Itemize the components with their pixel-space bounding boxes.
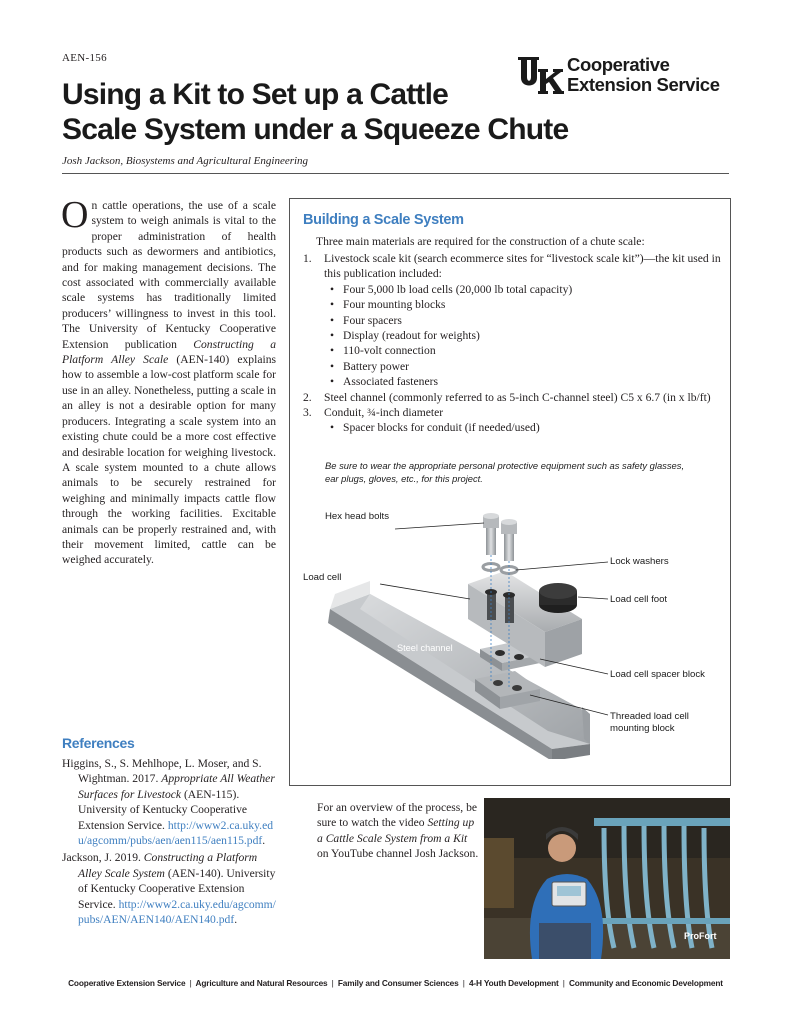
reference-item bbox=[62, 850, 276, 927]
materials-item-2 bbox=[303, 390, 723, 405]
item-text: Steel channel (commonly referred to as 5-inch C-channel steel) C5 x 6.7 (in x lb/ft) bbox=[324, 390, 711, 404]
lock-washers-shape bbox=[483, 564, 517, 574]
list-item: • Four 5,000 lb load cells (20,000 lb total capacity) bbox=[324, 282, 723, 297]
item-number: 3. bbox=[303, 406, 312, 420]
label-load-cell: Load cell bbox=[303, 572, 342, 583]
label-mounting-block-line-1: Threaded load cell bbox=[610, 711, 689, 722]
hex-bolts-shape bbox=[483, 513, 517, 561]
chute-scale-photo bbox=[484, 798, 730, 959]
item-number: 1. bbox=[303, 252, 312, 265]
footer-separator: | bbox=[462, 978, 465, 988]
reference-end: . bbox=[262, 834, 266, 848]
ppe-note: Be sure to wear the appropriate personal protective equipment such as safety glasses, ear plugs, gloves, etc., for this project. bbox=[325, 460, 685, 484]
sidebar-heading: Building a Scale System bbox=[303, 212, 464, 228]
footer-org: Cooperative Extension Service bbox=[68, 978, 186, 988]
intro-text-2: (AEN-140) explains how to assemble a low-cost platform scale for use in an alley. Nonetheless, putting a scale in an alley is not a desirable option for many producers. Integrating a scale system into an existing chute could be a more cost effective and desirable location for weighing livestock. A scale system mounted to a chute allows animals to be securely restrained for weighing and minimally impacts cattle flow through the working facilities. Excitable animals can be properly restrained and, with their movement limited, cattle can be weighed accurately. bbox=[62, 353, 276, 567]
list-item: • Display (readout for weights) bbox=[324, 328, 723, 343]
materials-item-3 bbox=[303, 405, 723, 436]
footer-program: 4-H Youth Development bbox=[468, 978, 559, 988]
materials-item-1 bbox=[303, 251, 723, 390]
reference-authors: Jackson, J. 2019. bbox=[62, 851, 144, 865]
list-item: • 110-volt connection bbox=[324, 343, 723, 358]
label-mounting-block bbox=[610, 711, 689, 735]
item-text: Conduit, ¾-inch diameter bbox=[324, 406, 444, 420]
label-mounting-block-line-2: mounting block bbox=[610, 723, 675, 734]
item-text: Livestock scale kit (search ecommerce sites for “livestock scale kit”)—the kit used in this publication included: bbox=[324, 252, 721, 281]
uk-extension-logo bbox=[517, 55, 737, 99]
label-hex-head-bolts: Hex head bolts bbox=[325, 511, 389, 522]
reference-link[interactable]: http://www2.ca.uky.edu/agcomm/pubs/aen/aen115/aen115.pdf bbox=[78, 818, 274, 848]
footer-bar bbox=[0, 978, 791, 988]
photo-illustration bbox=[484, 798, 730, 959]
reference-authors: Higgins, S., S. Mehlhope, L. Moser, and S. Wightman. 2017. bbox=[62, 757, 262, 786]
list-item: • Four mounting blocks bbox=[324, 297, 723, 312]
footer-separator: | bbox=[189, 978, 192, 988]
materials-list bbox=[303, 251, 723, 436]
list-item: • Spacer blocks for conduit (if needed/used) bbox=[324, 420, 723, 435]
video-title: Setting up a Cattle Scale System from a Kit bbox=[317, 816, 475, 845]
footer-program: Family and Consumer Sciences bbox=[337, 978, 459, 988]
scale-assembly-diagram bbox=[290, 499, 730, 759]
load-cell-foot-shape bbox=[539, 583, 577, 613]
logo-wordmark bbox=[567, 55, 720, 95]
footer-program: Agriculture and Natural Resources bbox=[195, 978, 328, 988]
item-number: 2. bbox=[303, 390, 312, 404]
title-line-1: Using a Kit to Set up a Cattle bbox=[62, 78, 449, 111]
video-note bbox=[317, 800, 479, 862]
uk-logo-icon bbox=[517, 55, 565, 97]
list-item: • Four spacers bbox=[324, 313, 723, 328]
publication-number: AEN-156 bbox=[62, 52, 107, 64]
reference-end: . bbox=[234, 913, 238, 927]
page-title bbox=[62, 77, 582, 147]
intro-paragraph bbox=[61, 194, 277, 568]
kit-contents-list bbox=[324, 282, 723, 390]
reference-link[interactable]: http://www2.ca.uky.edu/agcomm/pubs/AEN/AEN140/AEN140.pdf bbox=[78, 897, 276, 927]
reference-title: Constructing a Platform Alley Scale System bbox=[78, 851, 258, 880]
label-load-cell-foot: Load cell foot bbox=[610, 594, 668, 605]
video-text-2: on YouTube channel Josh Jackson. bbox=[317, 847, 479, 861]
footer-separator: | bbox=[562, 978, 565, 988]
author-line: Josh Jackson, Biosystems and Agricultural Engineering bbox=[62, 155, 309, 167]
footer-program: Community and Economic Development bbox=[568, 978, 723, 988]
list-item: • Battery power bbox=[324, 359, 723, 374]
intro-pub-title: Constructing a Platform Alley Scale bbox=[62, 337, 277, 367]
label-lock-washers: Lock washers bbox=[610, 556, 669, 567]
reference-item bbox=[62, 756, 276, 848]
conduit-list bbox=[324, 420, 723, 435]
title-line-2: Scale System under a Squeeze Chute bbox=[62, 113, 569, 146]
header-divider bbox=[62, 173, 729, 174]
label-spacer-block: Load cell spacer block bbox=[610, 669, 705, 680]
references-list bbox=[62, 756, 276, 929]
footer-separator: | bbox=[331, 978, 334, 988]
sidebar-intro: Three main materials are required for the construction of a chute scale: bbox=[316, 235, 645, 248]
reference-title: Appropriate All Weather Surfaces for Livestock bbox=[78, 772, 275, 801]
list-item: • Associated fasteners bbox=[324, 374, 723, 389]
svg-text:ProFort: ProFort bbox=[684, 931, 717, 941]
references-heading: References bbox=[62, 735, 135, 751]
video-text-1: For an overview of the process, be sure to watch the video bbox=[317, 801, 478, 830]
building-scale-sidebar bbox=[289, 198, 731, 786]
logo-line-1: Cooperative bbox=[567, 54, 670, 75]
logo-line-2: Extension Service bbox=[567, 74, 720, 95]
reference-details: (AEN-115). University of Kentucky Cooperative Extension Service. bbox=[78, 787, 248, 832]
intro-text-1: n cattle operations, the use of a scale system to weigh animals is vital to the proper administration of health products such as dewormers and antibiotics, and for making management decisions. The cost associated with commercially available scale systems has traditionally limited producers’ willingness to invest in this tool. The University of Kentucky Cooperative Extension publication bbox=[62, 199, 276, 351]
label-steel-channel: Steel channel bbox=[397, 643, 453, 653]
reference-details: (AEN-140). University of Kentucky Cooperative Extension Service. bbox=[78, 866, 276, 911]
drop-cap: O bbox=[61, 194, 89, 236]
